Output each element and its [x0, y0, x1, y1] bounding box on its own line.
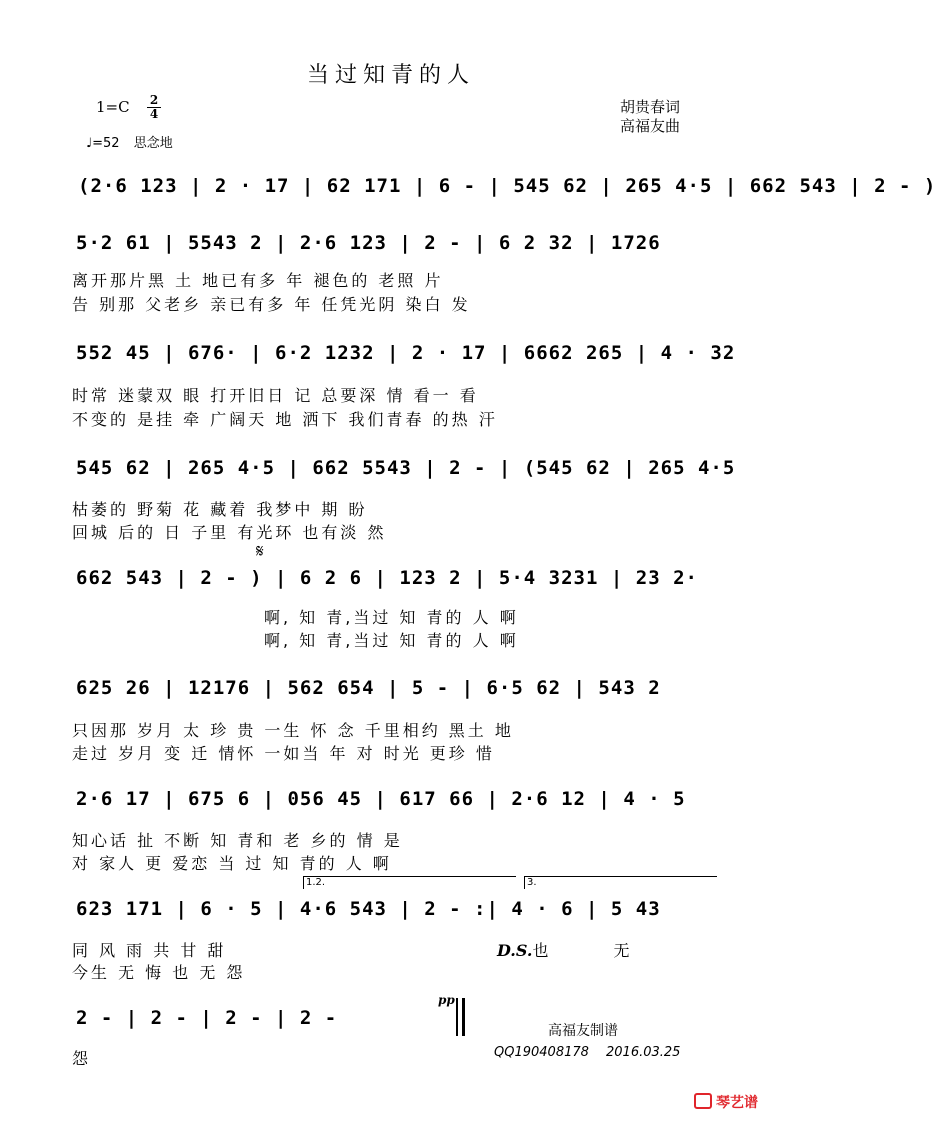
system-3-notes: 552 45 | 676· | 6·2 1232 | 2 · 17 | 6662 265 | 4 · 32: [76, 342, 736, 364]
system-5-lyrics-2: 啊, 知 青,当过 知 青的 人 啊: [264, 631, 519, 650]
system-3-lyrics-2: 不变的 是挂 牵 广阔天 地 洒下 我们青春 的热 汗: [72, 410, 498, 429]
watermark-text: 琴艺谱: [716, 1095, 758, 1111]
ds-text: D.S.: [497, 941, 533, 960]
score-date: 2016.03.25: [606, 1045, 681, 1060]
system-4-lyrics-2: 回城 后的 日 子里 有光环 也有淡 然: [72, 523, 387, 542]
time-numerator: 2: [149, 93, 159, 107]
system-3-lyrics-1: 时常 迷蒙双 眼 打开旧日 记 总要深 情 看一 看: [72, 386, 479, 405]
tempo-mark: ♩=52: [86, 136, 120, 151]
dynamic-pp: pp: [438, 993, 455, 1007]
key-signature: 1=C: [96, 98, 130, 116]
final-barline-thick: [462, 998, 465, 1036]
system-2-lyrics-2: 告 别那 父老乡 亲已有多 年 任凭光阴 染白 发: [72, 295, 471, 314]
system-6-lyrics-2: 走过 岁月 变 迁 情怀 一如当 年 对 时光 更珍 惜: [72, 744, 495, 763]
qq-number: QQ190408178: [494, 1045, 589, 1060]
system-7-notes: 2·6 17 | 675 6 | 056 45 | 617 66 | 2·6 12 | 4 · 5: [76, 788, 686, 810]
time-signature: [147, 94, 161, 121]
system-5-lyrics-1: 啊, 知 青,当过 知 青的 人 啊: [264, 608, 519, 627]
ds-suffix: 也: [532, 941, 549, 960]
system-9-lyrics-1: 怨: [72, 1049, 92, 1068]
ds-marking: [497, 938, 630, 961]
ds-after: 无: [613, 941, 630, 960]
system-8-notes: 623 171 | 6 · 5 | 4·6 543 | 2 - :| 4 · 6 | 5 43: [76, 898, 661, 920]
system-7-lyrics-1: 知心话 扯 不断 知 青和 老 乡的 情 是: [72, 831, 403, 850]
system-8-lyrics-2: 今生 无 悔 也 无 怨: [72, 963, 246, 982]
time-denominator: 4: [147, 107, 161, 121]
volta-1-2: 1.2.: [303, 876, 516, 889]
system-6-notes: 625 26 | 12176 | 562 654 | 5 - | 6·5 62 | 543 2: [76, 677, 661, 699]
system-7-lyrics-2: 对 家人 更 爱恋 当 过 知 青的 人 啊: [72, 854, 392, 873]
composer: 高福友曲: [620, 117, 681, 135]
final-barline-thin: [456, 998, 458, 1036]
score-maker: 高福友制谱: [548, 1023, 618, 1039]
lyricist: 胡贵春词: [620, 98, 681, 116]
segno-sign: 𝄋: [256, 541, 264, 562]
system-4-notes: 545 62 | 265 4·5 | 662 5543 | 2 - | (545 62 | 265 4·5: [76, 457, 736, 479]
system-2-notes: 5·2 61 | 5543 2 | 2·6 123 | 2 - | 6 2 32 | 1726: [76, 232, 661, 254]
logo-icon: [694, 1093, 712, 1109]
system-8-lyrics-1: 同 风 雨 共 甘 甜: [72, 941, 227, 960]
system-2-lyrics-1: 离开那片黑 土 地已有多 年 褪色的 老照 片: [72, 271, 444, 290]
system-5-notes: 662 543 | 2 - ) | 6 2 6 | 123 2 | 5·4 3231 | 23 2·: [76, 567, 698, 589]
score-title: 当过知青的人: [306, 63, 475, 88]
expression-mark: 思念地: [133, 136, 173, 151]
system-1-notes: (2·6 123 | 2 · 17 | 62 171 | 6 - | 545 62 | 265 4·5 | 662 543 | 2 - ): [78, 175, 936, 197]
system-6-lyrics-1: 只因那 岁月 太 珍 贵 一生 怀 念 千里相约 黑土 地: [72, 721, 514, 740]
volta-3: 3.: [524, 876, 717, 889]
system-9-notes: 2 - | 2 - | 2 - | 2 -: [76, 1007, 338, 1029]
system-4-lyrics-1: 枯萎的 野菊 花 藏着 我梦中 期 盼: [72, 500, 368, 519]
watermark-logo: [694, 1092, 758, 1112]
tempo-line: [86, 132, 173, 151]
